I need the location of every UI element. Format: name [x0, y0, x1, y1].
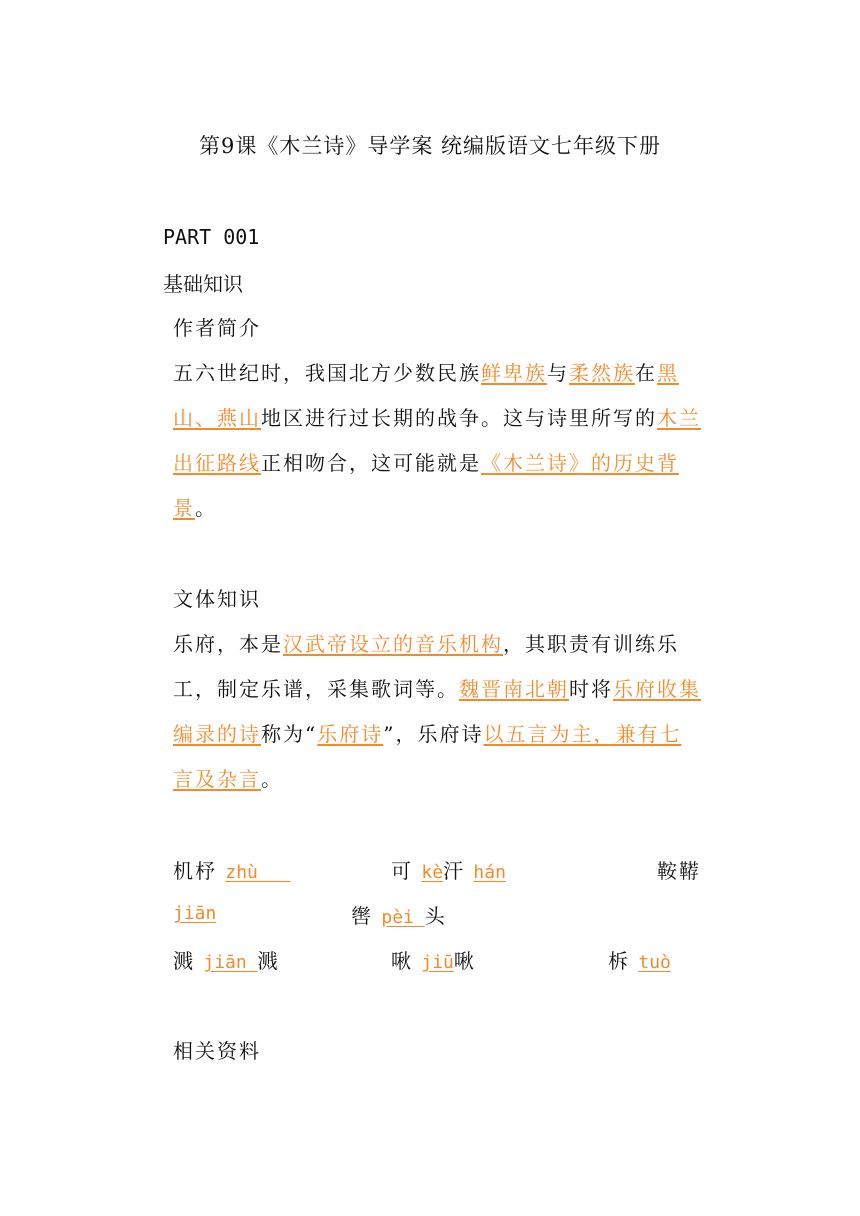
text-segment: 地区进行过长期的战争。这与诗里所写的 — [261, 406, 657, 430]
section-label: 基础知识 — [163, 272, 243, 296]
pinyin-row — [173, 945, 701, 975]
pinyin-item: 辔 pèi 头 — [351, 904, 447, 928]
text-segment: 在 — [635, 361, 657, 385]
text-segment: 五六世纪时，我国北方少数民族 — [173, 361, 481, 385]
highlighted-term: 汉武帝设立的音乐机构 — [283, 632, 503, 656]
genre-heading: 文体知识 — [173, 587, 261, 611]
highlighted-term: 乐府收集编录的诗 — [173, 677, 701, 746]
text-segment: 与 — [547, 361, 569, 385]
author-paragraph — [173, 351, 701, 531]
genre-paragraph — [173, 622, 701, 802]
text-segment: 正相吻合，这可能就是 — [261, 451, 481, 475]
text-segment: 时将 — [569, 677, 613, 701]
pinyin-item: 柝 tuò — [608, 949, 671, 973]
related-heading: 相关资料 — [173, 1039, 261, 1063]
author-heading: 作者简介 — [173, 316, 261, 340]
text-segment: ，其职责有训练乐工，制定乐谱，采集歌词等。 — [173, 632, 679, 701]
pinyin-item: 溅 jiān 溅 — [173, 949, 280, 973]
highlighted-term: 黑山、燕山 — [173, 361, 679, 430]
highlighted-term: 魏晋南北朝 — [459, 677, 569, 701]
author-section — [173, 312, 701, 531]
highlighted-term: 鲜卑族 — [481, 361, 547, 385]
highlighted-term: 《木兰诗》的历史背景 — [173, 451, 679, 520]
highlighted-term: 木兰出征路线 — [173, 406, 701, 475]
genre-section — [173, 583, 701, 802]
document-title: 第9课《木兰诗》导学案 统编版语文七年级下册 — [198, 134, 662, 158]
text-segment: ”，乐府诗 — [383, 722, 484, 746]
text-segment: 乐府，本是 — [173, 632, 283, 656]
highlighted-term: 乐府诗 — [317, 722, 384, 746]
pinyin-row — [173, 855, 701, 885]
pinyin-row — [173, 900, 701, 930]
pinyin-item: jiān — [173, 903, 217, 924]
text-segment: 。 — [261, 767, 283, 791]
highlighted-term: 以五言为主，兼有七言及杂言 — [173, 722, 682, 791]
pinyin-item: 可 kè汗 hán — [391, 859, 506, 883]
pinyin-item: 啾 jiū啾 — [391, 949, 476, 973]
text-segment: 。 — [195, 496, 217, 520]
highlighted-term: 柔然族 — [569, 361, 635, 385]
pinyin-item: 鞍鞯 — [657, 859, 701, 883]
text-segment: 称为“ — [261, 722, 318, 746]
pinyin-item: 机杼 zhù — [173, 859, 291, 883]
part-label: PART 001 — [163, 225, 260, 249]
